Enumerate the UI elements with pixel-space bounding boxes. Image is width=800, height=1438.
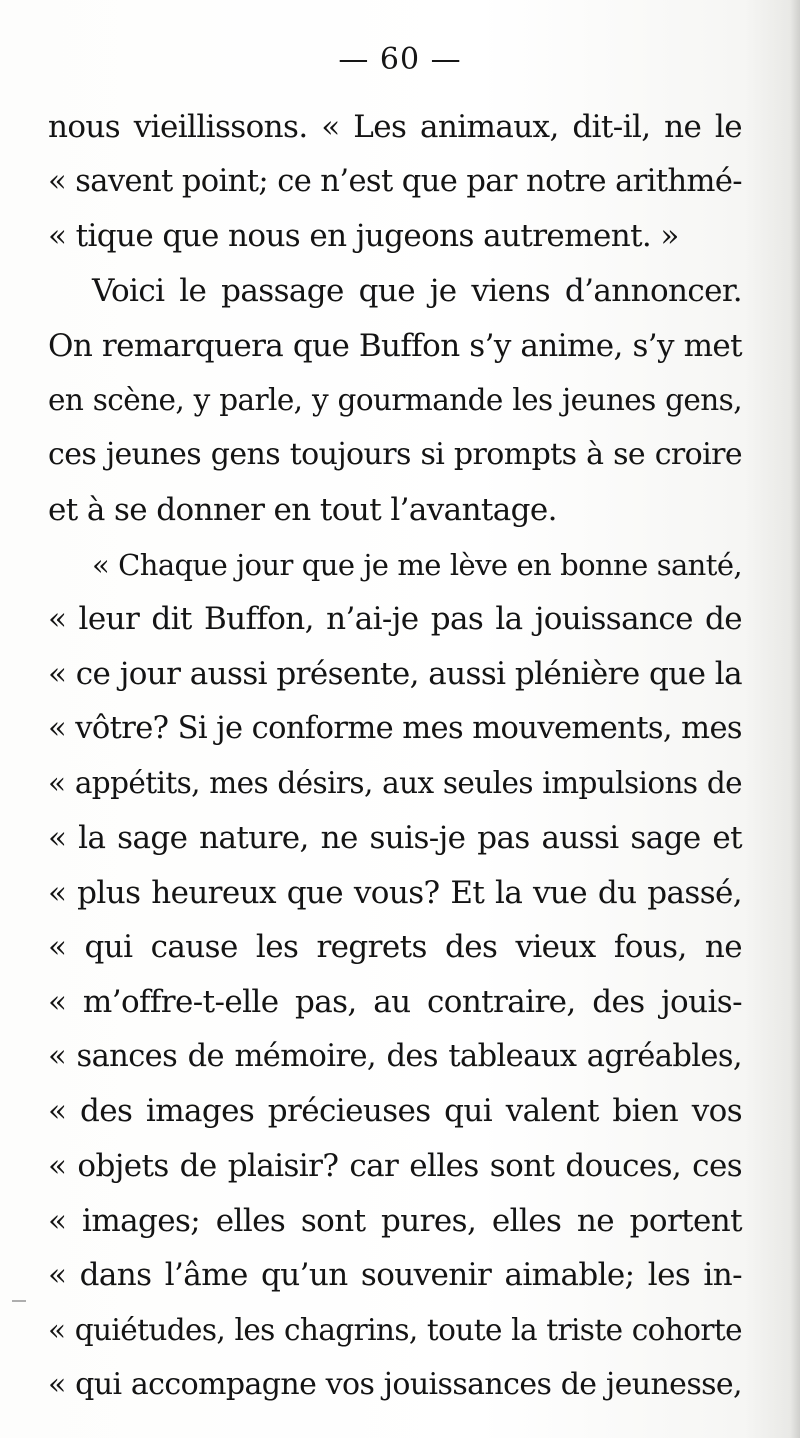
text-line: « appétits, mes désirs, aux seules impulsions de [48, 766, 742, 801]
text-line: « quiétudes, les chagrins, toute la triste cohorte [48, 1313, 742, 1348]
text-line: « qui cause les regrets des vieux fous, ne [48, 929, 742, 966]
text-line: « objets de plaisir? car elles sont douces, ces [48, 1148, 742, 1185]
text-line: « m’offre-t-elle pas, au contraire, des jouis- [48, 984, 742, 1020]
text-line: « tique que nous en jugeons autrement. » [48, 218, 679, 255]
body-text [48, 100, 742, 1413]
text-line: « qui accompagne vos jouissances de jeunesse, [48, 1366, 742, 1402]
text-line: « images; elles sont pures, elles ne portent [48, 1202, 742, 1239]
text-line: « sances de mémoire, des tableaux agréables, [48, 1038, 742, 1074]
text-line: « vôtre? Si je conforme mes mouvements, mes [48, 710, 742, 746]
page-edge-shadow [790, 0, 800, 1438]
text-line: « dans l’âme qu’un souvenir aimable; les in- [48, 1257, 742, 1294]
text-line: en scène, y parle, y gourmande les jeunes gens, [48, 383, 742, 418]
text-line: « ce jour aussi présente, aussi plénière que la [48, 655, 742, 692]
text-line: ces jeunes gens toujours si prompts à se croire [48, 437, 742, 473]
text-line: On remarquera que Buffon s’y anime, s’y met [48, 327, 742, 364]
paragraph-start-line: « Chaque jour que je me lève en bonne santé, [92, 547, 742, 582]
text-line: « leur dit Buffon, n’ai-je pas la jouissance de [48, 601, 742, 638]
text-line: « plus heureux que vous? Et la vue du passé, [48, 874, 742, 911]
text-line: « savent point; ce n’est que par notre arithmé- [48, 163, 742, 199]
text-line: nous vieillissons. « Les animaux, dit-il, ne le [48, 109, 742, 145]
margin-mark [12, 1300, 26, 1302]
paragraph-start-line: Voici le passage que je viens d’annoncer. [92, 273, 742, 310]
page-number: — 60 — [338, 42, 462, 77]
text-line: « des images précieuses qui valent bien vos [48, 1093, 742, 1130]
text-line: « la sage nature, ne suis-je pas aussi sage et [48, 819, 742, 856]
text-line: et à se donner en tout l’avantage. [48, 491, 557, 528]
